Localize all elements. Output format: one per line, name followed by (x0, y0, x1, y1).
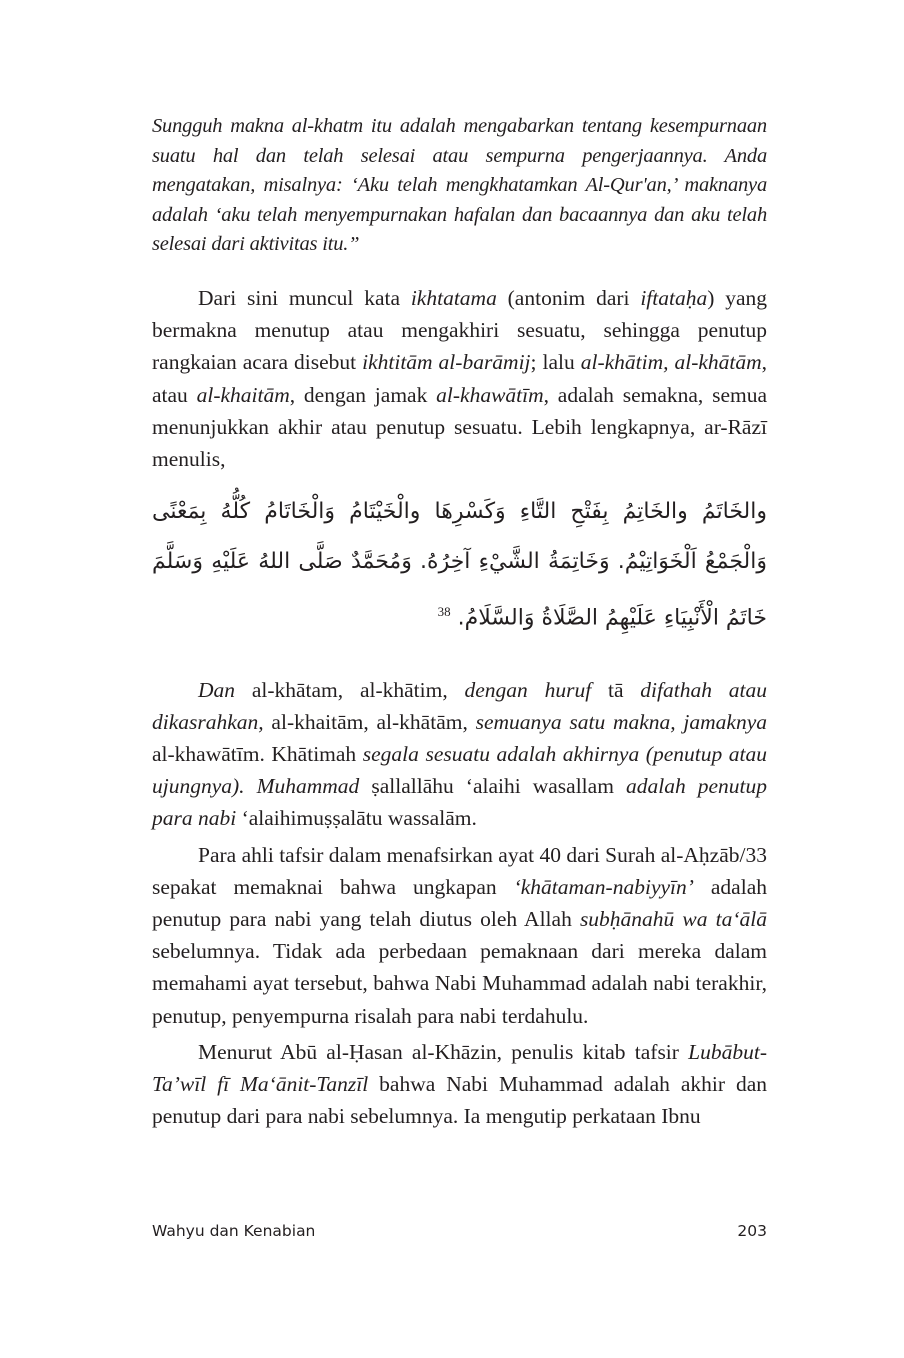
paragraph-tafsir-consensus (152, 839, 767, 1032)
paragraph-al-khazin (152, 1036, 767, 1133)
text-run: ‘alaihimuṣṣalātu wassalām. (236, 806, 477, 831)
block-quote (152, 112, 767, 260)
italic-term: ikhtitām al-barāmij (362, 350, 531, 375)
italic-term: segala sesuatu adalah akhirnya (penutup atau ujungnya). Muhammad (152, 741, 767, 799)
page-number: 203 (737, 1222, 767, 1240)
italic-term: al-khaitām (196, 382, 290, 407)
text-run: al-khaitām, al-khātām, (263, 709, 476, 734)
paragraph-translation (152, 674, 767, 835)
text-run: sebelumnya. Tidak ada perbedaan pemaknaan dari mereka dalam memahami ayat tersebut, bahwa Nabi Muhammad adalah nabi terakhir, penutup, penyempurna risalah para nabi terdahulu. (152, 939, 767, 1028)
arabic-text: والخَاتَمُ والخَاتِمُ بِفَتْحِ التَّاءِ وَكَسْرِهَا والْخَيْتَامُ وَالْخَاتَامُ كُلُّهُ بِمَعْنًى وَالْجَمْعُ اَلْخَوَاتِيْمُ. وَخَاتِمَةُ الشَّيْءِ آخِرُهُ. وَمُحَمَّدٌ صَلَّى اللهُ عَلَيْهِ وَسَلَّمَ خَاتَمُ الْأَنْبِيَاءِ عَلَيْهِمُ الصَّلَاةُ وَالسَّلَامُ. (152, 499, 767, 631)
paragraph-origin-ikhtatama (152, 282, 767, 475)
text-run: al-khātam, al-khātim, (235, 677, 465, 702)
text-run: bahwa Nabi Muhammad adalah akhir dan penutup dari para nabi sebelumnya. Ia mengutip perkataan Ibnu (152, 1071, 767, 1129)
text-run: (antonim dari (496, 285, 641, 310)
arabic-quotation (152, 487, 767, 643)
text-run: Para ahli tafsir dalam menafsirkan ayat 40 dari Surah al-Aḥzāb/33 sepakat memaknai bahwa ungkapan (152, 842, 767, 899)
text-run: tā (591, 677, 641, 702)
italic-term: Lubābut-Ta’wīl fī Ma‘ānit-Tanzīl (152, 1039, 767, 1096)
text-run: ) yang bermakna menutup atau mengakhiri sesuatu, sehingga penutup rangkaian acara disebut (152, 285, 767, 375)
italic-term: ikhtatama (410, 285, 497, 310)
running-footer-title: Wahyu dan Kenabian (152, 1222, 316, 1240)
quote-text: Sungguh makna al-khatm itu adalah mengabarkan tentang kesempurnaan suatu hal dan telah selesai atau sempurna pengerjaannya. Anda mengatakan, misalnya: ‘Aku telah mengkhatamkan Al-Qur'an,’ maknanya adalah ‘aku telah menyempurnakan hafalan dan bacaannya dan aku telah selesai dari aktivitas itu.” (152, 115, 767, 256)
text-run: ṣallallāhu ‘alaihi wasallam (359, 774, 626, 799)
italic-term: al-khātim, al-khātām (580, 350, 762, 375)
italic-term: iftataḥa (640, 285, 708, 310)
text-run: al-khawātīm. Khātimah (152, 741, 363, 766)
footnote-marker[interactable]: 38 (437, 604, 451, 620)
text-run: ; lalu (530, 350, 581, 375)
italic-term: al-khawātīm (436, 382, 544, 407)
text-run: , adalah semakna, semua menunjukkan akhir atau penutup sesuatu. Lebih lengkapnya, ar-Rāzī menulis, (152, 382, 768, 471)
text-run: , atau (152, 350, 768, 407)
italic-term: dengan huruf (464, 677, 592, 702)
text-run: Menurut Abū al-Ḥasan al-Khāzin, penulis kitab tafsir (198, 1039, 689, 1064)
italic-term: semuanya satu makna, jamaknya (475, 709, 767, 734)
italic-term: adalah penutup para nabi (152, 774, 767, 831)
page-footer (152, 1222, 767, 1240)
text-run: , dengan jamak (289, 382, 437, 407)
italic-term: subḥānahū wa ta‘ālā (579, 906, 767, 931)
italic-term: ‘khātaman-nabiyyīn’ (513, 874, 694, 899)
text-run: Dari sini muncul kata (198, 285, 411, 310)
italic-term: Dan (198, 677, 236, 702)
page-body (152, 112, 767, 1132)
text-run: adalah penutup para nabi yang telah diutus oleh Allah (152, 874, 767, 931)
italic-term: difathah atau dikasrahkan, (152, 677, 767, 734)
